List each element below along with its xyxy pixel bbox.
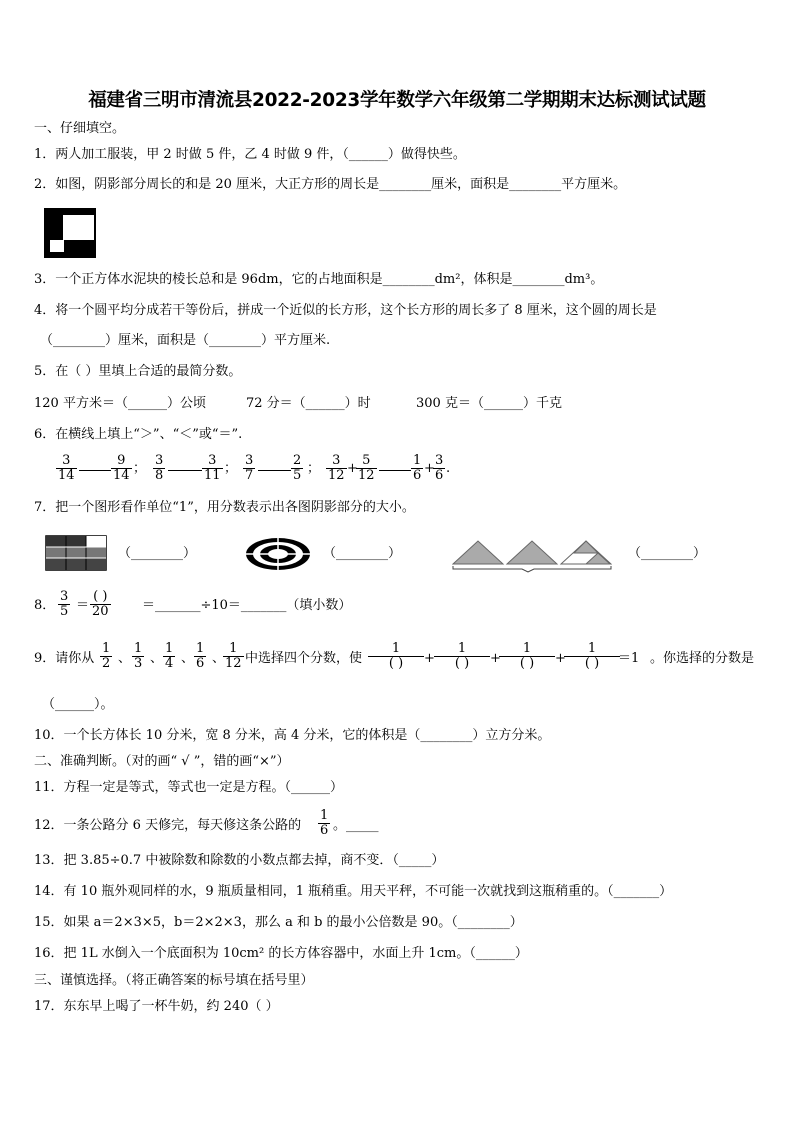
- fraction-blank[interactable]: 1 ( ): [501, 642, 553, 671]
- page-title: 福建省三明市清流县2022-2023学年数学六年级第二学期期末达标测试试题: [88, 90, 706, 111]
- fraction: $\frac{9}{14}$: [113, 453, 130, 483]
- question-16: 16．把 1L 水倒入一个底面积为 10cm² 的长方体容器中，水面上升 1cm。（______）: [34, 946, 528, 961]
- section-heading-fill: 一、仔细填空。: [34, 121, 126, 136]
- question-9-answer[interactable]: （______）。: [42, 697, 114, 712]
- separator: ；: [133, 461, 147, 476]
- question-9-prefix: 9．请你从: [34, 651, 95, 666]
- fraction: $\frac{5}{12}$: [358, 453, 375, 483]
- fraction: $\frac{3}{7}$: [245, 453, 254, 483]
- plus-sign: +: [424, 651, 435, 666]
- fraction-blank[interactable]: 1 ( ): [436, 642, 488, 671]
- q7-triangles-figure: [452, 538, 612, 574]
- separator: .: [446, 461, 451, 476]
- q7-target-figure: [244, 536, 312, 572]
- q2-square-figure: [44, 208, 96, 258]
- fraction: $\frac{3}{8}$: [155, 453, 164, 483]
- question-12-blank[interactable]: 。_____: [333, 818, 379, 833]
- question-14: 14．有 10 瓶外观同样的水，9 瓶质量相同，1 瓶稍重。用天平秤，不可能一次就找到这瓶稍重的。（_______）: [34, 884, 673, 899]
- separator: 、: [181, 651, 195, 666]
- plus-sign: +: [490, 651, 501, 666]
- answer-line[interactable]: [79, 470, 111, 471]
- answer-line[interactable]: [168, 470, 202, 471]
- separator: ；: [307, 461, 321, 476]
- question-6: 6．在横线上填上“＞”、“＜”或“＝”.: [34, 427, 243, 442]
- fraction: $\frac{1}{2}$: [102, 641, 111, 671]
- plus-sign: +: [347, 461, 358, 476]
- question-4-line1: 4．将一个圆平均分成若干等份后，拼成一个近似的长方形，这个长方形的周长多了 8 厘米，这个圆的周长是: [34, 303, 657, 318]
- question-9-suffix: 。你选择的分数是: [650, 651, 755, 666]
- question-2: 2．如图，阴影部分周长的和是 20 厘米，大正方形的周长是________厘米，面积是________平方厘米。: [34, 177, 627, 192]
- question-10: 10．一个长方体长 10 分米，宽 8 分米，高 4 分米，它的体积是（________）立方分米。: [34, 728, 551, 743]
- fraction: $\frac{1}{3}$: [134, 641, 143, 671]
- separator: 、: [150, 651, 164, 666]
- q7-grid-figure: [45, 535, 107, 571]
- question-8-number: 8．: [34, 598, 56, 613]
- fraction: $\frac{2}{5}$: [293, 453, 302, 483]
- fraction: $\frac{1}{4}$: [165, 641, 174, 671]
- equals-sign: ＝: [76, 598, 90, 613]
- fraction-blank[interactable]: 1 ( ): [566, 642, 618, 671]
- separator: ；: [224, 461, 238, 476]
- question-11: 11．方程一定是等式，等式也一定是方程。（______）: [34, 780, 344, 795]
- question-1: 1．两人加工服装，甲 2 时做 5 件，乙 4 时做 9 件，（______）做得快些。: [34, 147, 466, 162]
- question-5-part-b: 72 分＝（______）时: [246, 396, 371, 411]
- question-5: 5．在（ ）里填上合适的最简分数。: [34, 364, 242, 379]
- question-12: 12．一条公路分 6 天修完，每天修这条公路的: [34, 818, 302, 833]
- question-3: 3．一个正方体水泥块的棱长总和是 96dm，它的占地面积是________dm²，体积是________dm³。: [34, 272, 604, 287]
- q7-answer-2[interactable]: （________）: [323, 546, 402, 561]
- fraction-blank[interactable]: 1 ( ): [370, 642, 422, 671]
- question-13: 13．把 3.85÷0.7 中被除数和除数的小数点都去掉，商不变．（_____）: [34, 853, 445, 868]
- question-9-middle: 中选择四个分数，使: [245, 651, 363, 666]
- question-17: 17．东东早上喝了一杯牛奶，约 240（ ）: [34, 999, 279, 1014]
- fraction: $\frac{3}{5}$: [60, 589, 69, 619]
- separator: 、: [212, 651, 226, 666]
- fraction: $\frac{3}{11}$: [204, 453, 221, 483]
- question-15: 15．如果 a＝2×3×5，b＝2×2×3，那么 a 和 b 的最小公倍数是 90。（________）: [34, 915, 523, 930]
- separator: 、: [118, 651, 132, 666]
- plus-sign: +: [424, 461, 435, 476]
- question-7: 7．把一个图形看作单位“1”，用分数表示出各图阴影部分的大小。: [34, 500, 415, 515]
- fraction: $\frac{3}{6}$: [435, 453, 444, 483]
- section-heading-choose: 三、谨慎选择。（将正确答案的标号填在括号里）: [34, 973, 314, 988]
- fraction: $\frac{1}{12}$: [225, 641, 242, 671]
- question-4-line2: （________）厘米，面积是（________）平方厘米.: [40, 333, 331, 348]
- question-5-part-a: 120 平方米＝（______）公顷: [34, 396, 206, 411]
- fraction: $\frac{3}{14}$: [58, 453, 75, 483]
- fraction: $\frac{1}{6}$: [196, 641, 205, 671]
- question-5-part-c: 300 克＝（______）千克: [416, 396, 562, 411]
- fraction: $\frac{1}{6}$: [320, 808, 329, 838]
- answer-line[interactable]: [379, 470, 411, 471]
- question-8-rest: ＝_______÷10＝_______（填小数）: [142, 598, 352, 613]
- section-heading-judge: 二、准确判断。（对的画“ √ ”，错的画“×”）: [34, 754, 290, 769]
- q7-answer-3[interactable]: （________）: [628, 546, 707, 561]
- fraction: $\frac{3}{12}$: [328, 453, 345, 483]
- equals-one: ＝1: [618, 651, 640, 666]
- q7-answer-1[interactable]: （________）: [118, 546, 197, 561]
- answer-line[interactable]: [258, 470, 291, 471]
- plus-sign: +: [555, 651, 566, 666]
- fraction-blank[interactable]: ( ) 20: [92, 589, 109, 619]
- fraction: $\frac{1}{6}$: [413, 453, 422, 483]
